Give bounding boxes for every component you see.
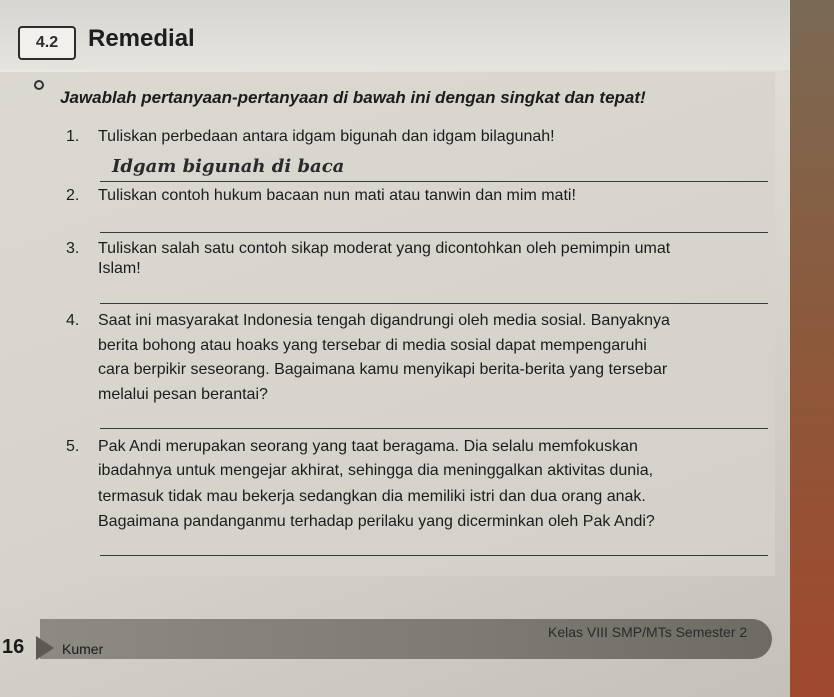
question-text: Islam! xyxy=(98,260,141,277)
instruction-text: Jawablah pertanyaan-pertanyaan di bawah ini dengan singkat dan tepat! xyxy=(60,88,646,107)
question-text: termasuk tidak mau bekerja sedangkan dia memiliki istri dan dua orang anak. xyxy=(98,488,646,505)
question-number: 2. xyxy=(66,187,80,204)
section-title: Remedial xyxy=(88,25,195,52)
answer-line[interactable] xyxy=(100,555,768,556)
question-text: berita bohong atau hoaks yang tersebar di media sosial dapat mempengaruhi xyxy=(98,337,647,354)
footer-left-label: Kumer xyxy=(62,641,104,657)
section-icon-text: 4.2 xyxy=(35,34,59,51)
handwritten-answer: Idgam bigunah di baca xyxy=(112,156,345,177)
question-text: Tuliskan salah satu contoh sikap moderat yang dicontohkan oleh pemimpin umat xyxy=(98,240,671,257)
question-text: Pak Andi merupakan seorang yang taat beragama. Dia selalu memfokuskan xyxy=(98,438,638,455)
page-number: 16 xyxy=(2,636,25,658)
question-text: ibadahnya untuk mengejar akhirat, sehingga dia meninggalkan aktivitas dunia, xyxy=(98,462,654,479)
answer-line[interactable] xyxy=(100,303,768,304)
question-text: melalui pesan berantai? xyxy=(98,386,268,403)
question-text: Tuliskan perbedaan antara idgam bigunah dan idgam bilagunah! xyxy=(98,128,555,145)
question-number: 1. xyxy=(66,128,80,145)
footer-right-label: Kelas VIII SMP/MTs Semester 2 xyxy=(548,624,748,640)
answer-line[interactable] xyxy=(100,232,768,233)
question-text: Saat ini masyarakat Indonesia tengah digandrungi oleh media sosial. Banyaknya xyxy=(98,312,670,329)
question-number: 4. xyxy=(66,312,80,329)
chevron-right-icon xyxy=(34,634,56,662)
question-text: Tuliskan contoh hukum bacaan nun mati atau tanwin dan mim mati! xyxy=(98,187,576,204)
question-text: Bagaimana pandanganmu terhadap perilaku yang dicerminkan oleh Pak Andi? xyxy=(98,513,655,530)
question-number: 3. xyxy=(66,240,80,257)
answer-line[interactable] xyxy=(100,181,768,182)
question-number: 5. xyxy=(66,438,80,455)
question-text: cara berpikir seseorang. Bagaimana kamu menyikapi berita-berita yang tersebar xyxy=(98,361,668,378)
section-icon xyxy=(18,26,76,60)
bullet-circle-icon xyxy=(34,80,44,90)
answer-line[interactable] xyxy=(100,428,768,429)
